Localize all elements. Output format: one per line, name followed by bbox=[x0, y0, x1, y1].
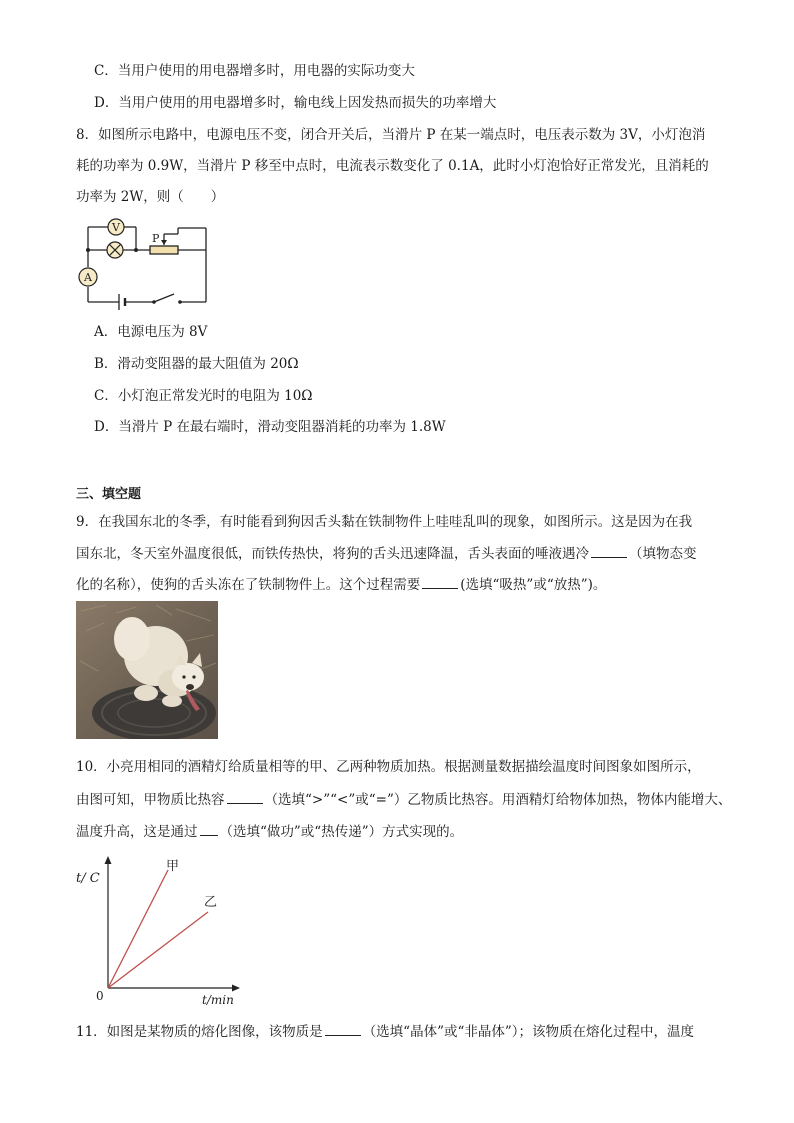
q8-circuit-diagram bbox=[74, 214, 214, 310]
section-title: 三、填空题 bbox=[76, 487, 142, 502]
q8-stem-line3: 功率为 2W，则（ ） bbox=[76, 189, 225, 205]
graph-x-label: t/min bbox=[202, 993, 234, 1007]
q7-option-d: D．当用户使用的用电器增多时，输电线上因发热而损失的功率增大 bbox=[94, 95, 497, 111]
series-jia-label: 甲 bbox=[166, 859, 180, 874]
dog-photo bbox=[76, 601, 218, 739]
q9-blank-2[interactable] bbox=[422, 575, 458, 589]
q9-line3-text-b: (选填“吸热”或“放热”)。 bbox=[460, 577, 607, 593]
series-jia-line bbox=[108, 870, 168, 988]
q9-blank-1[interactable] bbox=[591, 544, 627, 558]
q9-stem-line3 bbox=[76, 575, 606, 594]
q9-line3-text-a: 化的名称），使狗的舌头冻在了铁制物件上。这个过程需要 bbox=[76, 577, 421, 593]
q9-line2-text-a: 国东北，冬天室外温度很低，而铁传热快，将狗的舌头迅速降温，舌头表面的唾液遇冷 bbox=[76, 546, 589, 562]
series-yi-line bbox=[108, 912, 208, 988]
q10-line3-text-b: （选填“做功”或“热传递”）方式实现的。 bbox=[219, 824, 464, 840]
q11-stem-line1 bbox=[76, 1022, 694, 1041]
graph-y-label: t/ C bbox=[76, 871, 100, 886]
q10-line2-text-a: 由图可知，甲物质比热容 bbox=[76, 792, 225, 808]
q9-stem-line1: 9．在我国东北的冬季，有时能看到狗因舌头黏在铁制物件上哇哇乱叫的现象，如图所示。这是因为在我 bbox=[76, 514, 693, 530]
q7-option-c: C．当用户使用的用电器增多时，用电器的实际功变大 bbox=[94, 63, 415, 79]
q8-option-b: B．滑动变阻器的最大阻值为 20Ω bbox=[94, 356, 299, 372]
q8-option-a: A．电源电压为 8V bbox=[94, 324, 208, 340]
q9-stem-line2 bbox=[76, 544, 697, 563]
slider-label: P bbox=[152, 232, 160, 245]
q10-line2-text-b: （选填“>”“<”或“=”）乙物质比热容。用酒精灯给物体加热，物体内能增大、 bbox=[264, 792, 732, 808]
q8-stem-line2: 耗的功率为 0.9W，当滑片 P 移至中点时，电流表示数变化了 0.1A，此时小灯泡恰好正常发光，且消耗的 bbox=[76, 158, 709, 174]
q11-blank-1[interactable] bbox=[325, 1022, 361, 1036]
q10-stem-line3 bbox=[76, 822, 463, 841]
q11-line1-text-b: （选填“晶体”或“非晶体”）；该物质在熔化过程中，温度 bbox=[362, 1024, 695, 1040]
q11-line1-text-a: 11．如图是某物质的熔化图像，该物质是 bbox=[76, 1024, 323, 1040]
q10-stem-line1: 10．小亮用相同的酒精灯给质量相等的甲、乙两种物质加热。根据测量数据描绘温度时间图象如图所示， bbox=[76, 759, 701, 775]
q8-stem-line1: 8．如图所示电路中，电源电压不变，闭合开关后，当滑片 P 在某一端点时，电压表示数为 3V，小灯泡消 bbox=[76, 127, 706, 143]
graph-origin: 0 bbox=[96, 989, 104, 1003]
ammeter-label: A bbox=[84, 271, 92, 284]
voltmeter-label: V bbox=[112, 221, 120, 234]
q10-blank-1[interactable] bbox=[227, 790, 263, 804]
q10-blank-2[interactable] bbox=[200, 822, 218, 836]
q10-stem-line2 bbox=[76, 790, 731, 809]
series-yi-label: 乙 bbox=[204, 895, 218, 910]
q10-line3-text-a: 温度升高，这是通过 bbox=[76, 824, 198, 840]
q8-option-c: C．小灯泡正常发光时的电阻为 10Ω bbox=[94, 388, 313, 404]
temperature-time-graph bbox=[72, 852, 252, 1008]
q9-line2-text-b: （填物态变 bbox=[629, 546, 697, 562]
q8-option-d: D．当滑片 P 在最右端时，滑动变阻器消耗的功率为 1.8W bbox=[94, 419, 446, 435]
